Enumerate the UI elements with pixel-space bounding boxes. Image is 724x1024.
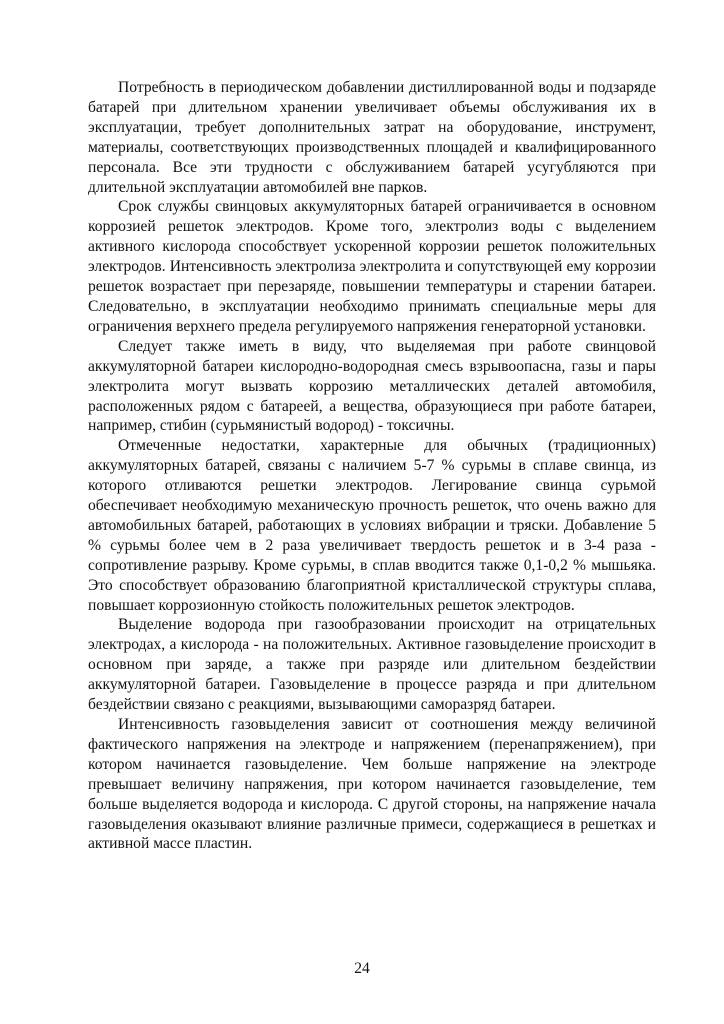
paragraph-6: Интенсивность газовыделения зависит от соотношения между величиной фактического напряжения на электроде и напряжением (перенапряжением), при котором начинается газовыделение. Чем больше напряжение на электроде превышает величину напряжения, при котором начинается газовыделение, тем больше выделяется водорода и кислорода. С другой стороны, на напряжение начала газовыделения оказывают влияние различные примеси, содержащиеся в решетках и активной массе пластин. xyxy=(88,716,656,853)
page-number: 24 xyxy=(354,960,370,977)
paragraph-2: Срок службы свинцовых аккумуляторных батарей ограничивается в основном коррозией решеток электродов. Кроме того, электролиз воды с выделением активного кислорода способствует ускоренной коррозии решеток положительных электродов. Интенсивность электролиза электролита и сопутствующей ему коррозии решеток возрастает при перезаряде, повышении температуры и старении батареи. Следовательно, в эксплуатации необходимо принимать специальные меры для ограничения верхнего предела регулируемого напряжения генераторной установки. xyxy=(88,198,656,335)
paragraph-5: Выделение водорода при газообразовании происходит на отрицательных электродах, а кислорода - на положительных. Активное газовыделение происходит в основном при заряде, а также при разряде или длительном бездействии аккумуляторной батареи. Газовыделение в процессе разряда и при длительном бездействии связано с реакциями, вызывающими саморазряд батареи. xyxy=(88,616,656,714)
paragraph-3: Следует также иметь в виду, что выделяемая при работе свинцовой аккумуляторной батареи кислородно-водородная смесь взрывоопасна, газы и пары электролита могут вызвать коррозию металлических деталей автомобиля, расположенных рядом с батареей, а вещества, образующиеся при работе батареи, например, стибин (сурьмянистый водород) - токсичны. xyxy=(88,337,656,435)
paragraph-1: Потребность в периодическом добавлении дистиллированной воды и подзаряде батарей при длительном хранении увеличивает объемы обслуживания их в эксплуатации, требует дополнительных затрат на оборудование, инструмент, материалы, соответствующих производственных площадей и квалифицированного персонала. Все эти трудности с обслуживанием батарей усугубляются при длительной эксплуатации автомобилей вне парков. xyxy=(88,79,656,196)
body-text xyxy=(88,78,656,854)
paragraph-4: Отмеченные недостатки, характерные для обычных (традиционных) аккумуляторных батарей, связаны с наличием 5-7 % сурьмы в сплаве свинца, из которого отливаются решетки электродов. Легирование свинца сурьмой обеспечивает необходимую механическую прочность решеток, что очень важно для автомобильных батарей, работающих в условиях вибрации и тряски. Добавление 5 % сурьмы более чем в 2 раза увеличивает твердость решеток и в 3-4 раза - сопротивление разрыву. Кроме сурьмы, в сплав вводится также 0,1-0,2 % мышьяка. Это способствует образованию благоприятной кристаллической структуры сплава, повышает коррозионную стойкость положительных решеток электродов. xyxy=(88,437,656,614)
